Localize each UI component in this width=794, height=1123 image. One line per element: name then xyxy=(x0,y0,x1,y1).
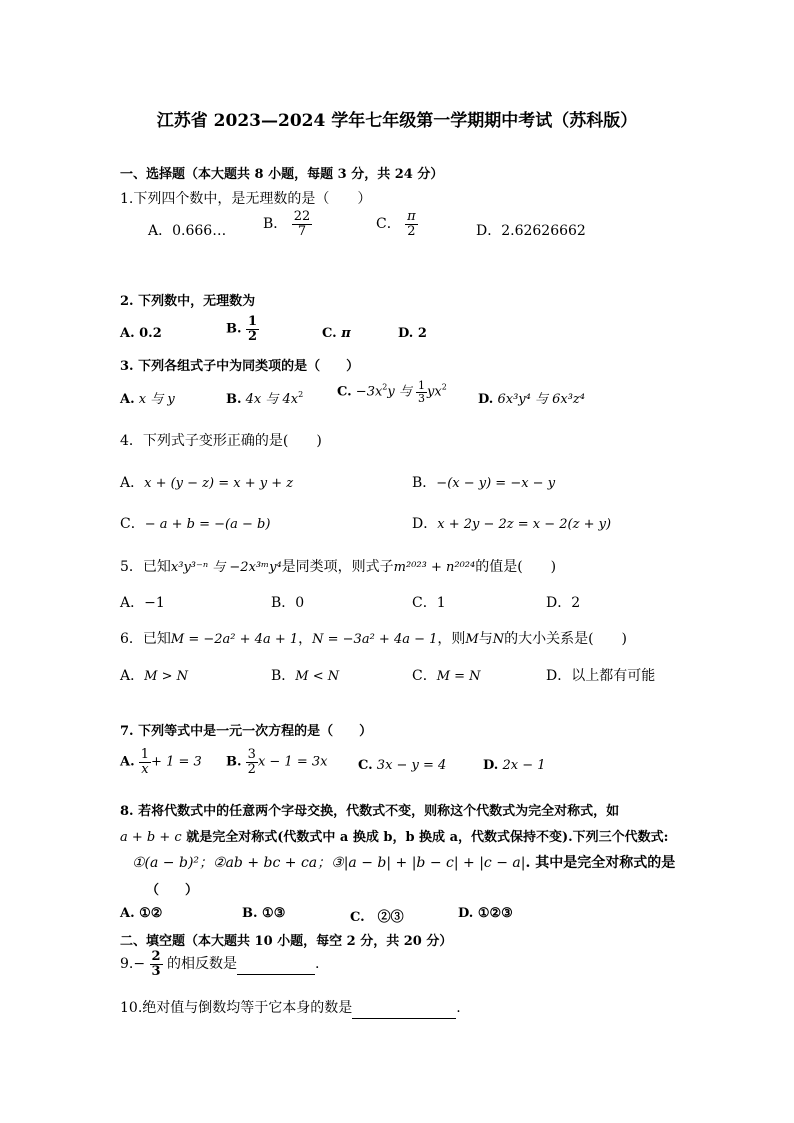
question-8-option-d: D. ①②③ xyxy=(458,906,513,921)
question-8-line-3: ①(a − b)²；②ab + bc + ca；③|a − b| + |b − c| + |c − a|. 其中是完全对称式的是 xyxy=(132,855,676,871)
question-8-option-c: C. ②③ xyxy=(350,910,404,925)
question-1-option-b: B． $\frac{22}{7}$ xyxy=(263,209,311,239)
question-7-option-c: C. 3x − y = 4 xyxy=(358,758,447,773)
question-1-option-d: D．2.62626662 xyxy=(476,223,586,239)
question-4-stem: 4．下列式子变形正确的是( ) xyxy=(120,433,322,449)
question-8-answer-bracket: （ ） xyxy=(146,883,199,898)
question-8-option-a: A. ①② xyxy=(120,906,163,921)
question-4-option-a: A．x + (y − z) = x + y + z xyxy=(120,475,294,491)
question-3-option-a: A. x 与 y xyxy=(120,392,175,407)
question-7-option-b: B. $\frac{3}{2}$ x − 1 = 3x xyxy=(226,747,328,777)
question-3-option-b: B. 4x 与 $4x^2$ xyxy=(226,390,304,407)
question-2-stem: 2. 下列数中，无理数为 xyxy=(120,294,256,309)
question-10: 10.绝对值与倒数均等于它本身的数是 . xyxy=(120,997,461,1019)
question-8-option-b: B. ①③ xyxy=(242,906,286,921)
question-8-line-1: 8. 若将代数式中的任意两个字母交换，代数式不变，则称这个代数式为完全对称式，如 xyxy=(120,804,620,819)
section-fill-heading: 二、填空题（本大题共 10 小题，每空 2 分，共 20 分） xyxy=(120,934,453,949)
question-6-option-c: C．M = N xyxy=(412,668,481,684)
fraction: $\frac{22}{7}$ xyxy=(293,209,311,239)
question-1-option-c: C． $\frac{\pi}{2}$ xyxy=(376,209,416,239)
question-5-option-b: B．0 xyxy=(271,595,305,611)
answer-blank[interactable] xyxy=(352,1002,456,1019)
page-title: 江苏省 2023—2024 学年七年级第一学期期中考试（苏科版） xyxy=(156,111,638,131)
question-9: 9.− $\frac{2}{3}$ 的相反数是 . xyxy=(120,949,320,979)
question-7-stem: 7. 下列等式中是一元一次方程的是（ ） xyxy=(120,724,373,739)
question-6-option-d: D．以上都有可能 xyxy=(546,668,656,684)
question-5-stem: 5．已知x³y³⁻ⁿ 与 −2x³ᵐy⁴是同类项，则式子m²⁰²³ + n²⁰²⁴的值是( ) xyxy=(120,559,557,575)
question-3-option-d: D. 6x³y⁴ 与 6x³z⁴ xyxy=(478,392,585,407)
question-2-option-c: C. π xyxy=(322,326,351,341)
question-7-option-d: D. 2x − 1 xyxy=(483,758,546,773)
question-1-option-a: A．0.666… xyxy=(148,223,227,239)
question-2-option-b: B. $\frac{1}{2}$ xyxy=(226,314,258,344)
question-5-option-a: A．−1 xyxy=(120,595,165,611)
section-choice-heading: 一、选择题（本大题共 8 小题，每题 3 分，共 24 分） xyxy=(120,167,444,182)
fraction: $\frac{1}{3}$ xyxy=(418,379,426,405)
question-4-option-b: B．−(x − y) = −x − y xyxy=(412,475,556,491)
question-1-stem: 1.下列四个数中，是无理数的是（ ） xyxy=(120,191,372,207)
question-4-option-c: C．− a + b = −(a − b) xyxy=(120,516,271,532)
fraction: $\frac{1}{2}$ xyxy=(248,314,258,344)
question-5-option-d: D．2 xyxy=(546,595,581,611)
question-6-option-a: A．M > N xyxy=(120,668,188,684)
question-7-option-a: A. $\frac{1}{x}$ + 1 = 3 xyxy=(120,747,202,777)
question-5-option-c: C．1 xyxy=(412,595,446,611)
answer-blank[interactable] xyxy=(237,958,315,975)
fraction: $\frac{3}{2}$ xyxy=(247,747,256,777)
question-2-option-d: D. 2 xyxy=(398,326,427,341)
fraction: $\frac{1}{x}$ xyxy=(140,747,150,777)
question-3-option-c: C. $-3x^2y$ 与 $\frac{1}{3}$ $yx^2$ xyxy=(337,379,447,405)
question-2-option-a: A. 0.2 xyxy=(120,326,162,341)
question-6-option-b: B．M < N xyxy=(271,668,340,684)
question-8-line-2: a + b + c 就是完全对称式(代数式中 a 换成 b，b 换成 a，代数式保持不变).下列三个代数式: xyxy=(120,830,669,845)
fraction: $\frac{\pi}{2}$ xyxy=(407,209,416,239)
question-3-stem: 3. 下列各组式子中为同类项的是（ ） xyxy=(120,359,360,374)
question-4-option-d: D．x + 2y − 2z = x − 2(z + y) xyxy=(412,516,612,532)
question-6-stem: 6．已知M = −2a² + 4a + 1，N = −3a² + 4a − 1，则M与N的大小关系是( ) xyxy=(120,631,628,647)
fraction: $\frac{2}{3}$ xyxy=(151,949,161,979)
